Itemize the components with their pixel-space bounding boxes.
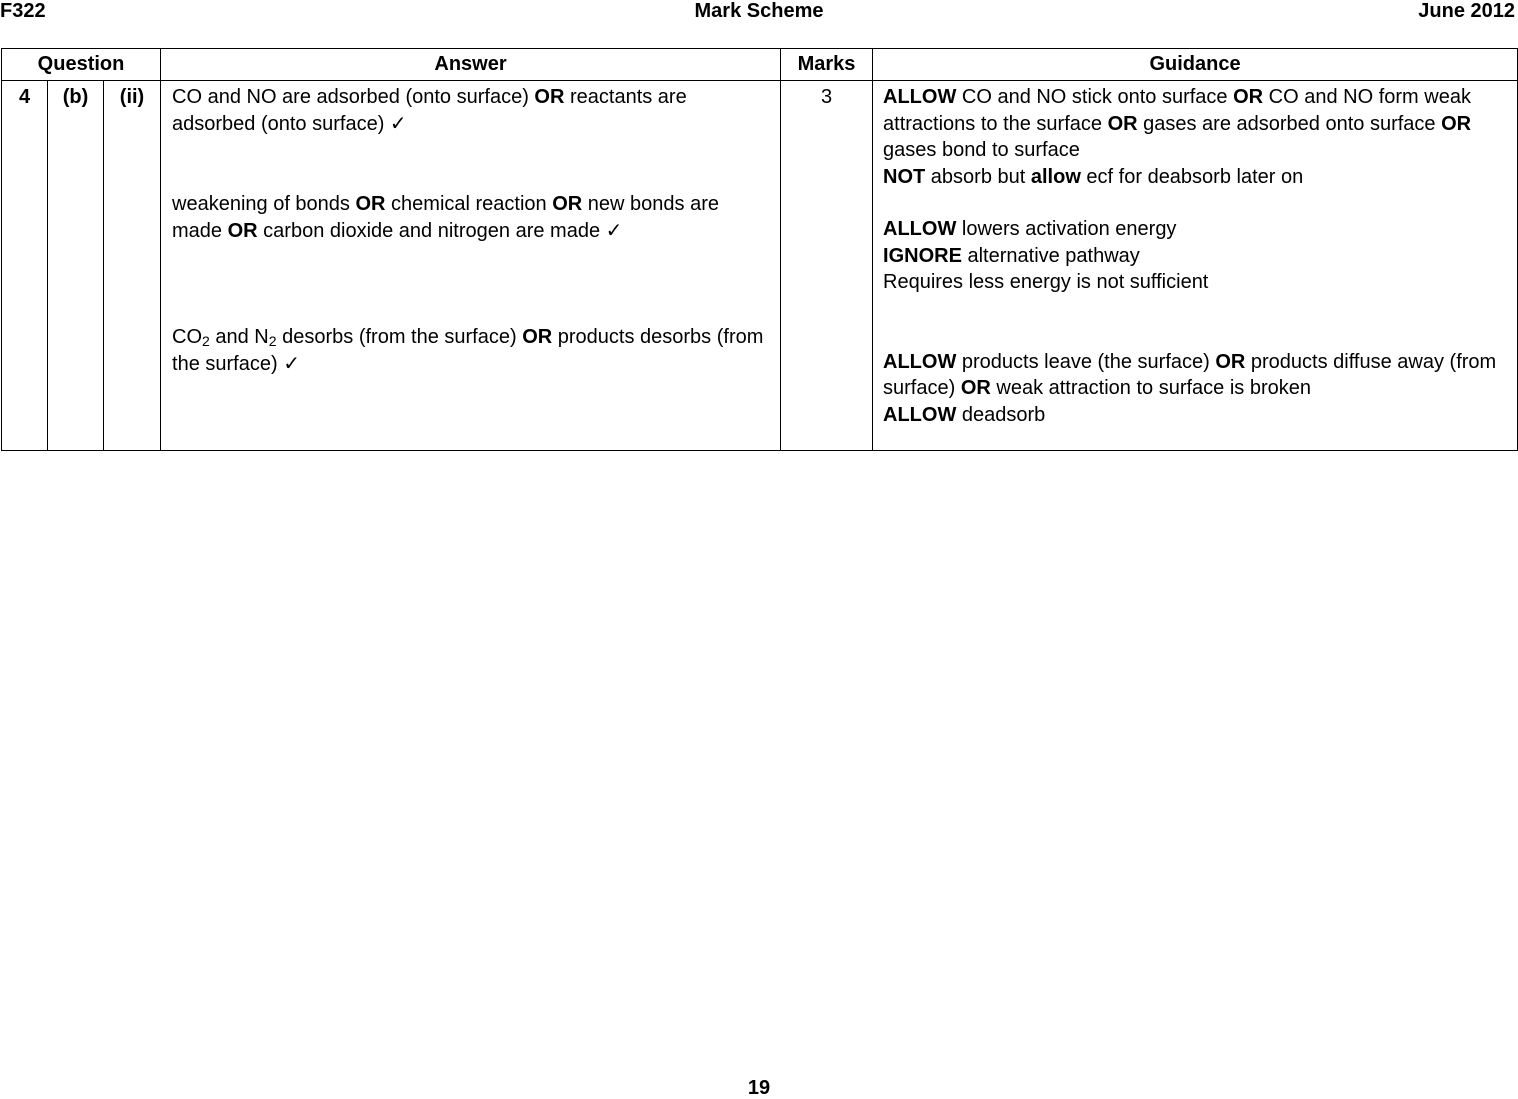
guidance-text: CO and NO form weak attractions to the surface <box>883 86 1471 135</box>
table-row <box>2 81 1518 451</box>
or-keyword: OR <box>1215 350 1246 373</box>
or-keyword: OR <box>355 193 386 215</box>
answer-point-3 <box>172 324 770 377</box>
answer-cell <box>161 81 781 451</box>
guidance-text: products leave (the surface) <box>956 350 1216 373</box>
table-header-row <box>2 49 1518 81</box>
question-part: (ii) <box>104 81 161 451</box>
answer-text: and N <box>209 326 269 348</box>
marks-value: 3 <box>781 81 873 451</box>
or-keyword: OR <box>1441 112 1472 135</box>
guidance-note-3 <box>883 216 1509 243</box>
or-keyword: OR <box>1107 112 1138 135</box>
guidance-note-4 <box>883 243 1509 270</box>
column-header-answer: Answer <box>161 49 781 81</box>
column-header-marks: Marks <box>781 49 873 81</box>
allow-keyword: ALLOW <box>883 86 957 108</box>
guidance-text: Requires less energy is not sufficient <box>883 271 1209 293</box>
guidance-text: absorb but <box>925 165 1031 188</box>
question-number: 4 <box>2 81 48 451</box>
allow-keyword: allow <box>1030 165 1081 188</box>
ignore-keyword: IGNORE <box>883 244 962 267</box>
allow-keyword: ALLOW <box>883 403 957 426</box>
guidance-text: ecf for deabsorb later on <box>1080 165 1304 188</box>
guidance-text: gases bond to surface <box>883 139 1080 161</box>
guidance-note-2 <box>883 164 1509 191</box>
document-title: Mark Scheme <box>694 0 824 22</box>
or-keyword: OR <box>534 86 565 108</box>
or-keyword: OR <box>960 377 991 399</box>
formula-co: CO <box>172 326 203 348</box>
answer-point-2 <box>172 191 770 244</box>
guidance-text: deadsorb <box>956 403 1046 426</box>
subscript: 2 <box>268 333 277 349</box>
question-subpart: (b) <box>48 81 104 451</box>
guidance-text: alternative pathway <box>961 244 1140 267</box>
tick-mark-icon: ✓ <box>283 352 300 375</box>
guidance-note-5 <box>883 269 1509 296</box>
answer-text: new bonds are made <box>172 193 719 242</box>
answer-text: CO and NO are adsorbed (onto surface) <box>172 86 535 108</box>
allow-keyword: ALLOW <box>883 350 957 373</box>
answer-text: desorbs (from the surface) <box>276 326 523 348</box>
exam-session: June 2012 <box>1418 0 1515 22</box>
or-keyword: OR <box>227 219 258 242</box>
answer-text: weakening of bonds <box>172 193 356 215</box>
answer-text: reactants are adsorbed (onto surface) <box>172 86 687 135</box>
answer-text: chemical reaction <box>385 193 553 215</box>
exam-code: F322 <box>0 0 46 22</box>
or-keyword: OR <box>1233 86 1264 108</box>
guidance-cell <box>873 81 1518 451</box>
not-keyword: NOT <box>883 165 926 188</box>
tick-mark-icon: ✓ <box>605 219 623 242</box>
subscript: 2 <box>202 333 210 349</box>
answer-text: products desorbs (from the surface) <box>172 326 764 375</box>
guidance-note-1 <box>883 84 1509 164</box>
column-header-question: Question <box>2 49 161 81</box>
guidance-note-6 <box>883 349 1509 402</box>
guidance-text: CO and NO stick onto surface <box>956 86 1234 108</box>
or-keyword: OR <box>552 193 583 215</box>
guidance-text: gases are adsorbed onto surface <box>1137 112 1442 135</box>
allow-keyword: ALLOW <box>883 218 957 240</box>
answer-point-1 <box>172 84 770 137</box>
page-number: 19 <box>747 1077 771 1099</box>
guidance-note-7 <box>883 402 1509 429</box>
tick-mark-icon: ✓ <box>389 112 407 135</box>
mark-scheme-table <box>1 48 1518 451</box>
guidance-text: lowers activation energy <box>956 218 1177 240</box>
column-header-guidance: Guidance <box>873 49 1518 81</box>
guidance-text: products diffuse away (from surface) <box>883 350 1497 399</box>
guidance-text: weak attraction to surface is broken <box>990 377 1311 399</box>
answer-text: carbon dioxide and nitrogen are made <box>257 219 606 242</box>
or-keyword: OR <box>522 326 553 348</box>
